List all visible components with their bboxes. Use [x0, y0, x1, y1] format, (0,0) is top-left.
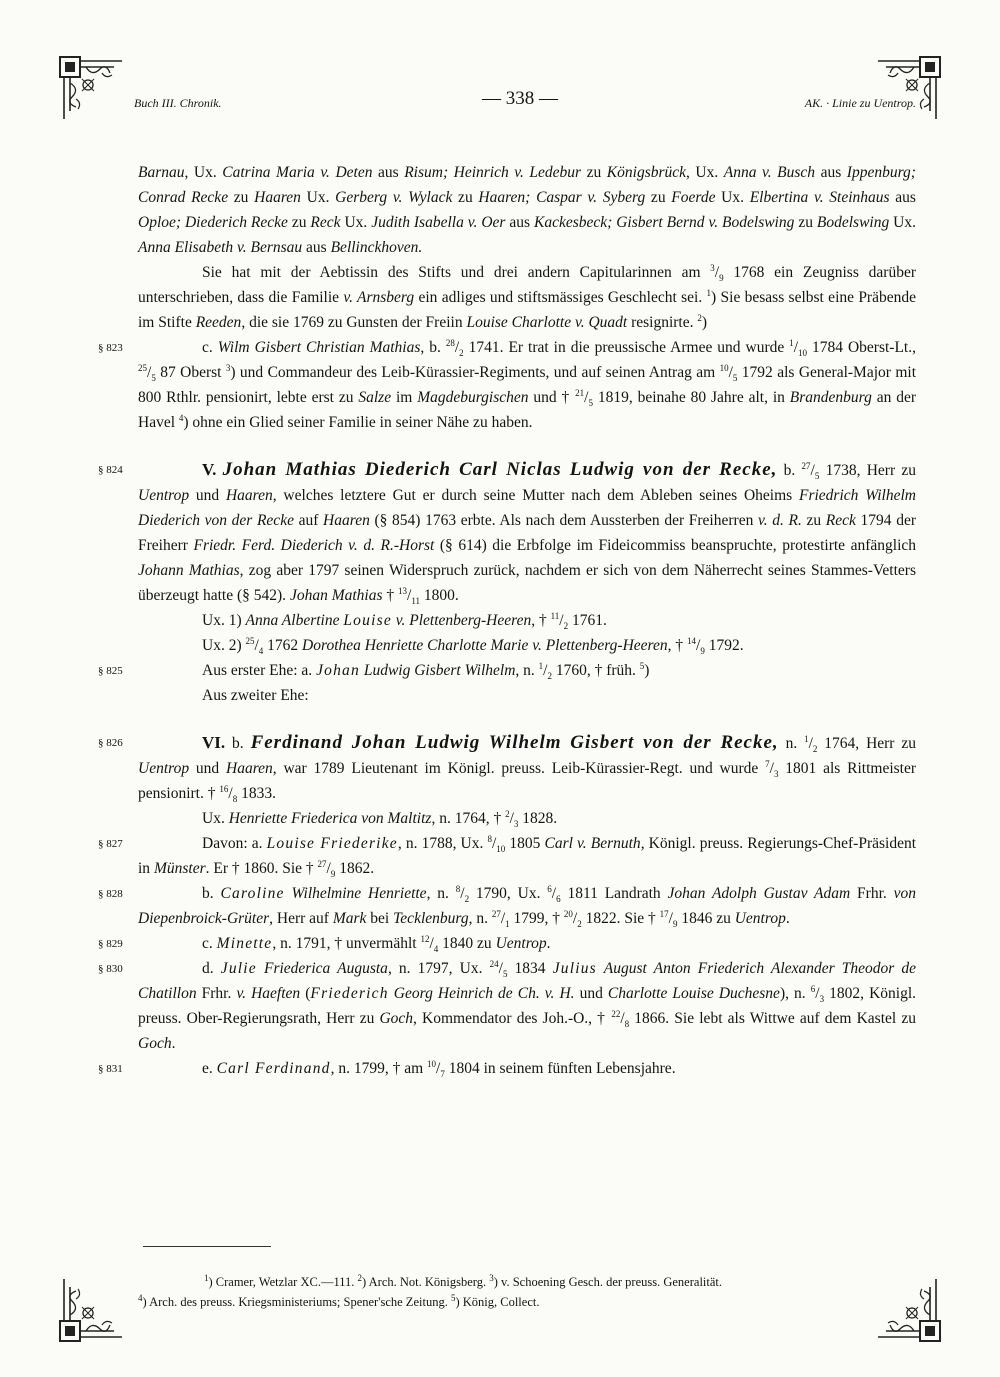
paragraph: [98, 730, 917, 806]
paragraph-text: Davon: a. Louise Friederike, n. 1788, Ux. $^8/_{10}$ 1805 Carl v. Bernuth, Königl. preuss. Regierungs-Chef-Präsident in Münster. Er † 1860. Sie † $^{27}/_9$ 1862.: [138, 833, 917, 880]
paragraph: [138, 633, 916, 658]
paragraph-text: e. Carl Ferdinand, n. 1799, † am $^{10}/_7$ 1804 in seinem fünften Lebensjahre.: [202, 1058, 676, 1080]
footnote-line: $^4$) Arch. des preuss. Kriegsministeriums; Spener'sche Zeitung. $^5$) König, Collect.: [138, 1292, 540, 1309]
paragraph: [138, 683, 916, 708]
page-number: — 338 —: [482, 88, 558, 109]
paragraph-text: Ux. Henriette Friederica von Maltitz, n. 1764, † $^2/_3$ 1828.: [202, 808, 558, 830]
paragraph: [138, 806, 916, 831]
section-marker: § 826: [98, 737, 123, 749]
paragraph: [98, 881, 917, 931]
paragraph-gap: [138, 708, 916, 730]
footnote-rule: [143, 1246, 271, 1247]
corner-ornament-bottom-left-icon: [58, 1277, 124, 1343]
paragraph-text: Aus zweiter Ehe:: [202, 687, 309, 704]
paragraph-text: Barnau, Ux. Catrina Maria v. Deten aus Risum; Heinrich v. Ledebur zu Königsbrück, Ux. Anna v. Busch aus Ippenburg; Conrad Recke zu Haaren Ux. Gerberg v. Wylack zu Haaren; Caspar v. Syberg zu Foerde Ux. Elbertina v. Steinhaus aus Oploe; Diederich Recke zu Reck Ux. Judith Isabella v. Oer aus Kackesbeck; Gisbert Bernd v. Bodelswing zu Bodelswing Ux. Anna Elisabeth v. Bernsau aus Bellinckhoven.: [138, 164, 916, 256]
paragraph-text: c. Wilm Gisbert Christian Mathias, b. $^{28}/_2$ 1741. Er trat in die preussische Armee und wurde $^1/_{10}$ 1784 Oberst-Lt., $^{25}/_5$ 87 Oberst $^3$) und Commandeur des Leib-Kürassier-Regiments, und auf seinen Antrag am $^{10}/_5$ 1792 als General-Major mit 800 Rthlr. pensionirt, lebte erst zu Salze im Magdeburgischen und † $^{21}/_5$ 1819, beinahe 80 Jahre alt, in Brandenburg an der Havel $^4$) ohne ein Glied seiner Familie in seiner Nähe zu haben.: [138, 337, 917, 431]
paragraph: [98, 658, 916, 683]
paragraph: [98, 956, 917, 1056]
paragraph-text: VI. b. Ferdinand Johan Ludwig Wilhelm Gisbert von der Recke, n. $^1/_2$ 1764, Herr zu Uentrop und Haaren, war 1789 Lieutenant im Königl. preuss. Leib-Kürassier-Regt. und wurde $^7/_3$ 1801 als Rittmeister pensionirt. † $^{16}/_8$ 1833.: [138, 732, 917, 805]
paragraph-text: c. Minette, n. 1791, † unvermählt $^{12}/_4$ 1840 zu Uentrop.: [202, 933, 551, 955]
header-lineage: AK. · Linie zu Uentrop.: [804, 96, 916, 110]
paragraph-text: Ux. 2) $^{25}/_4$ 1762 Dorothea Henriette Charlotte Marie v. Plettenberg-Heeren, † $^{14}/_9$ 1792.: [202, 635, 744, 657]
paragraph: [98, 831, 917, 881]
section-marker: § 824: [98, 464, 123, 476]
paragraph: [98, 1056, 916, 1081]
section-marker: § 831: [98, 1063, 123, 1075]
paragraph: [138, 160, 916, 260]
paragraph: [138, 608, 916, 633]
body-text: [98, 160, 917, 1081]
section-marker: § 830: [98, 963, 123, 975]
running-header: [0, 88, 1000, 118]
paragraph-gap: [138, 435, 916, 457]
header-book-title: Buch III. Chronik.: [134, 96, 222, 110]
paragraph-text: Sie hat mit der Aebtissin des Stifts und drei andern Capitularinnen am $^3/_9$ 1768 ein Zeugniss darüber unterschrieben, dass die Familie v. Arnsberg ein adliges und stiftsmässiges Geschlecht sei. $^1$) Sie besass selbst eine Präbende im Stifte Reeden, die sie 1769 zu Gunsten der Freiin Louise Charlotte v. Quadt resignirte. $^2$): [138, 262, 916, 331]
paragraph: [98, 457, 917, 608]
paragraph-text: Aus erster Ehe: a. Johan Ludwig Gisbert Wilhelm, n. $^1/_2$ 1760, † früh. $^5$): [202, 660, 650, 682]
paragraph-text: Ux. 1) Anna Albertine Louise v. Plettenberg-Heeren, † $^{11}/_2$ 1761.: [202, 610, 607, 632]
section-marker: § 829: [98, 938, 123, 950]
section-marker: § 827: [98, 838, 123, 850]
footnotes: [138, 1272, 928, 1312]
section-marker: § 823: [98, 342, 123, 354]
paragraph-text: d. Julie Friederica Augusta, n. 1797, Ux. $^{24}/_5$ 1834 Julius August Anton Friederich Alexander Theodor de Chatillon Frhr. v. Haeften (Friederich Georg Heinrich de Ch. v. H. und Charlotte Louise Duchesne), n. $^6/_3$ 1802, Königl. preuss. Ober-Regierungsrath, Herr zu Goch, Kommendator des Joh.-O., † $^{22}/_8$ 1866. Sie lebt als Wittwe auf dem Kastel zu Goch.: [138, 958, 917, 1052]
paragraph: [138, 260, 916, 335]
paragraph-text: V. Johan Mathias Diederich Carl Niclas Ludwig von der Recke, b. $^{27}/_5$ 1738, Herr zu Uentrop und Haaren, welches letztere Gut er durch seine Mutter nach dem Ableben seines Oheims Friedrich Wilhelm Diederich von der Recke auf Haaren (§ 854) 1763 erbte. Als nach dem Aussterben der Freiherren v. d. R. zu Reck 1794 der Freiherr Friedr. Ferd. Diederich v. d. R.-Horst (§ 614) die Erbfolge im Fideicommiss beanspruchte, protestirte anfänglich Johann Mathias, zog aber 1797 seinen Widerspruch zurück, nachdem er sich von dem Näherrecht seines Stammes-Vetters überzeugt hatte (§ 542). Johan Mathias † $^{13}/_{11}$ 1800.: [138, 459, 917, 607]
section-marker: § 825: [98, 665, 123, 677]
paragraph: [98, 931, 916, 956]
footnote-line: $^1$) Cramer, Wetzlar XC.—111. $^2$) Arch. Not. Königsberg. $^3$) v. Schoening Gesch. der preuss. Generalität.: [204, 1272, 723, 1289]
paragraph-text: b. Caroline Wilhelmine Henriette, n. $^8/_2$ 1790, Ux. $^6/_6$ 1811 Landrath Johan Adolph Gustav Adam Frhr. von Diepenbroick-Grüter, Herr auf Mark bei Tecklenburg, n. $^{27}/_1$ 1799, † $^{20}/_2$ 1822. Sie † $^{17}/_9$ 1846 zu Uentrop.: [138, 883, 917, 930]
paragraph: [98, 335, 917, 435]
section-marker: § 828: [98, 888, 123, 900]
